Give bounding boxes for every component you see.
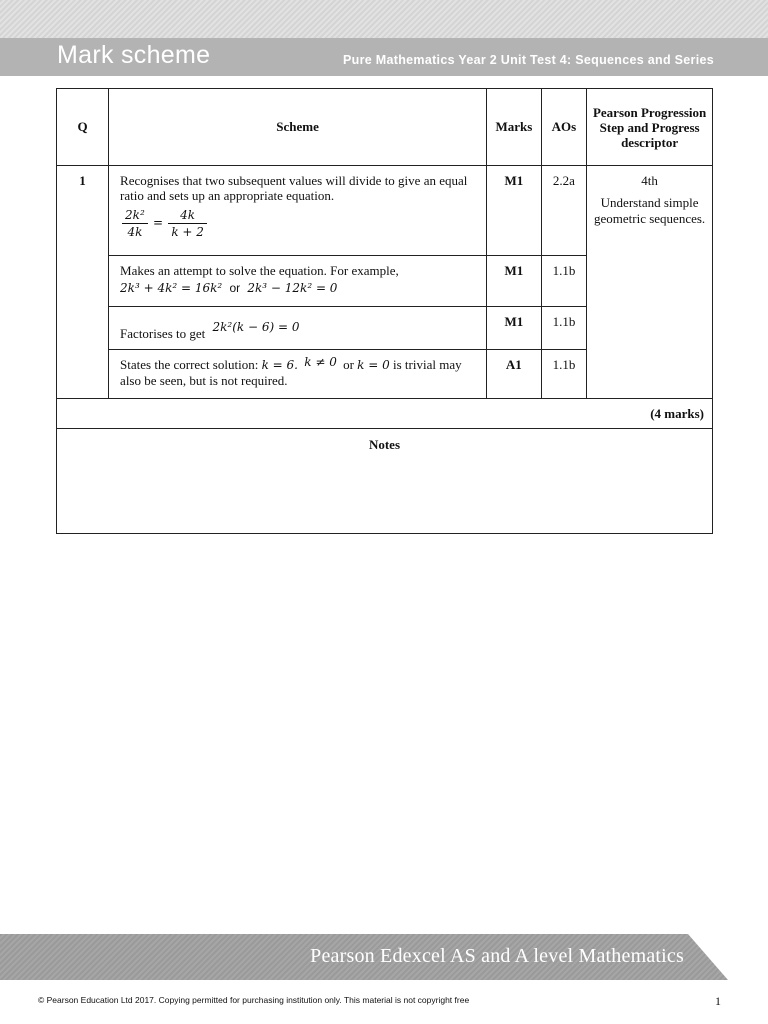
scheme-cell (109, 350, 487, 399)
ao-cell: 1.1b (541, 350, 587, 399)
fraction-numerator: 4k (168, 207, 207, 224)
equation-b: 2k³ − 12k² = 0 (247, 281, 338, 295)
footer-band (0, 934, 768, 980)
fraction-left (122, 207, 148, 240)
column-header-q: Q (57, 89, 109, 166)
mark-cell: A1 (487, 350, 542, 399)
or-text: or (343, 357, 354, 372)
attempt-equations (120, 280, 482, 296)
scheme-cell (109, 307, 487, 350)
total-row (57, 399, 713, 429)
fraction-right (168, 207, 207, 240)
descriptor-cell (587, 166, 713, 399)
mark-cell: M1 (487, 307, 542, 350)
page-header (0, 0, 768, 76)
scheme-text: is trivial may also be seen, but is not required. (120, 357, 462, 388)
footer-slash (688, 934, 728, 980)
mark-cell: M1 (487, 166, 542, 256)
column-header-aos: AOs (541, 89, 587, 166)
copyright-notice: © Pearson Education Ltd 2017. Copying permitted for purchasing institution only. This material is not copyright free (38, 995, 470, 1005)
question-number: 1 (57, 166, 109, 399)
scheme-cell (109, 166, 487, 256)
nonzero-condition: k ≠ 0 (304, 355, 337, 369)
mark-scheme-table (56, 88, 713, 534)
column-header-scheme: Scheme (109, 89, 487, 166)
document-subtitle: Pure Mathematics Year 2 Unit Test 4: Sequences and Series (343, 53, 714, 67)
fraction-denominator: k + 2 (171, 225, 204, 239)
progression-step: 4th (641, 173, 658, 188)
fraction-numerator: 2k² (122, 207, 148, 224)
ao-cell: 2.2a (541, 166, 587, 256)
footer-edge (728, 934, 768, 980)
ao-cell: 1.1b (541, 256, 587, 307)
trivial-equation: k = 0 (357, 358, 390, 372)
scheme-text: Makes an attempt to solve the equation. For example, (120, 263, 399, 278)
column-header-marks: Marks (487, 89, 542, 166)
mark-cell: M1 (487, 256, 542, 307)
total-marks: (4 marks) (57, 399, 713, 429)
scheme-text: States the correct solution: (120, 357, 259, 372)
ratio-equation (120, 207, 482, 240)
scheme-text: Factorises to get (120, 326, 206, 341)
fraction-denominator: 4k (127, 225, 143, 239)
footer-brand: Pearson Edexcel AS and A level Mathematics (310, 945, 684, 967)
ao-cell: 1.1b (541, 307, 587, 350)
scheme-cell (109, 256, 487, 307)
notes-row (57, 429, 713, 534)
table-header-row (57, 89, 713, 166)
equation-a: 2k³ + 4k² = 16k² (120, 281, 223, 295)
equals-sign: = (153, 215, 164, 230)
notes-heading: Notes (57, 429, 713, 534)
solution-equation: k = 6. (261, 358, 298, 372)
page-number: 1 (715, 994, 721, 1008)
progress-descriptor: Understand simple geometric sequences. (594, 195, 706, 226)
document-title: Mark scheme (57, 41, 211, 69)
scheme-text: Recognises that two subsequent values will divide to give an equal ratio and sets up an appropriate equation. (120, 173, 468, 203)
table-row (57, 166, 713, 256)
or-text: or (229, 281, 241, 295)
column-header-descriptor: Pearson Progression Step and Progress descriptor (587, 89, 713, 166)
factorised-equation: 2k²(k − 6) = 0 (212, 320, 300, 334)
